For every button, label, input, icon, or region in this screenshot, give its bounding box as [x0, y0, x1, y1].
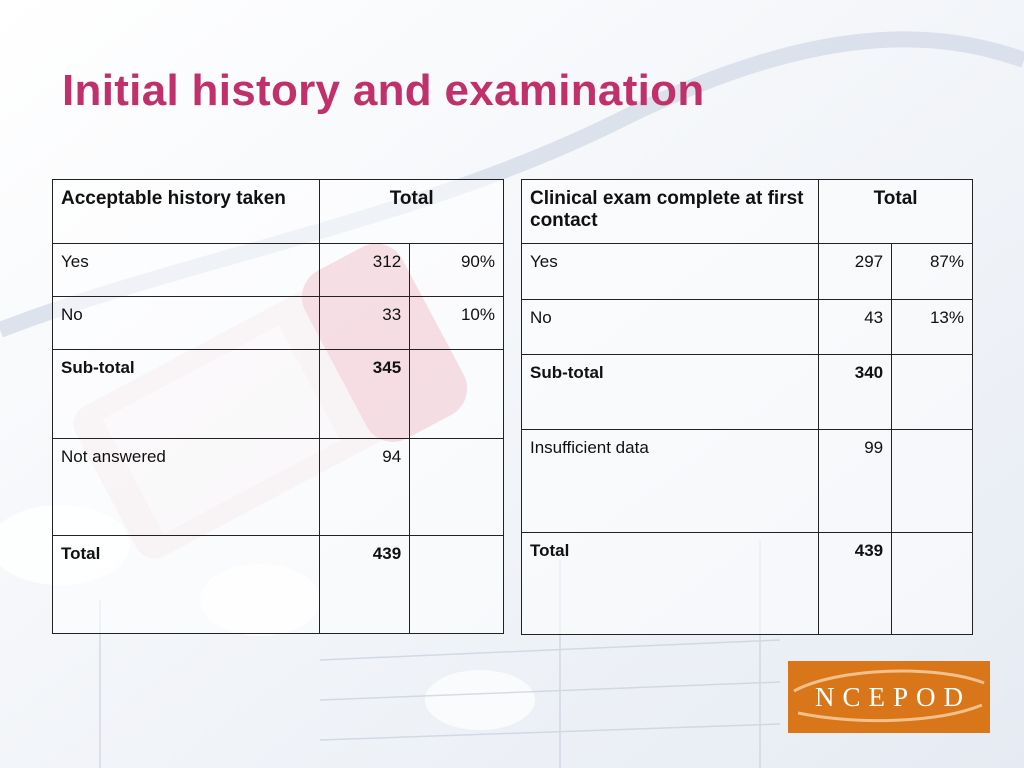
- row-label: Sub-total: [53, 350, 320, 439]
- row-count: 94: [320, 439, 410, 536]
- table-row: [53, 439, 504, 536]
- row-label: Yes: [522, 244, 819, 300]
- ncepod-logo: [788, 661, 990, 733]
- table-header-row: [522, 180, 973, 244]
- row-label: No: [53, 297, 320, 350]
- row-percent: [892, 430, 973, 533]
- history-header-total: Total: [320, 180, 504, 244]
- table-row: [522, 430, 973, 533]
- row-percent: [410, 536, 504, 634]
- row-percent: [410, 439, 504, 536]
- row-count: 99: [819, 430, 892, 533]
- row-count: 340: [819, 355, 892, 430]
- table-row: [522, 300, 973, 355]
- history-table: [52, 179, 504, 634]
- row-percent: [892, 355, 973, 430]
- table-row: [522, 533, 973, 635]
- row-count: 297: [819, 244, 892, 300]
- row-percent: 90%: [410, 244, 504, 297]
- history-header-label: Acceptable history taken: [53, 180, 320, 244]
- row-percent: 10%: [410, 297, 504, 350]
- table-row: [53, 244, 504, 297]
- row-percent: [892, 533, 973, 635]
- exam-header-label: Clinical exam complete at first contact: [522, 180, 819, 244]
- table-row: [522, 355, 973, 430]
- row-count: 43: [819, 300, 892, 355]
- row-percent: [410, 350, 504, 439]
- row-label: Total: [522, 533, 819, 635]
- row-label: Sub-total: [522, 355, 819, 430]
- row-percent: 87%: [892, 244, 973, 300]
- row-count: 439: [819, 533, 892, 635]
- table-row: [53, 297, 504, 350]
- table-row: [53, 536, 504, 634]
- table-row: [522, 244, 973, 300]
- slide-title: Initial history and examination: [62, 66, 705, 115]
- table-header-row: [53, 180, 504, 244]
- table-row: [53, 350, 504, 439]
- row-label: Total: [53, 536, 320, 634]
- row-count: 312: [320, 244, 410, 297]
- logo-text: NCEPOD: [814, 681, 971, 712]
- row-count: 345: [320, 350, 410, 439]
- row-count: 33: [320, 297, 410, 350]
- row-label: Insufficient data: [522, 430, 819, 533]
- row-label: No: [522, 300, 819, 355]
- exam-header-total: Total: [819, 180, 973, 244]
- row-label: Yes: [53, 244, 320, 297]
- row-count: 439: [320, 536, 410, 634]
- row-percent: 13%: [892, 300, 973, 355]
- row-label: Not answered: [53, 439, 320, 536]
- exam-table: [521, 179, 973, 635]
